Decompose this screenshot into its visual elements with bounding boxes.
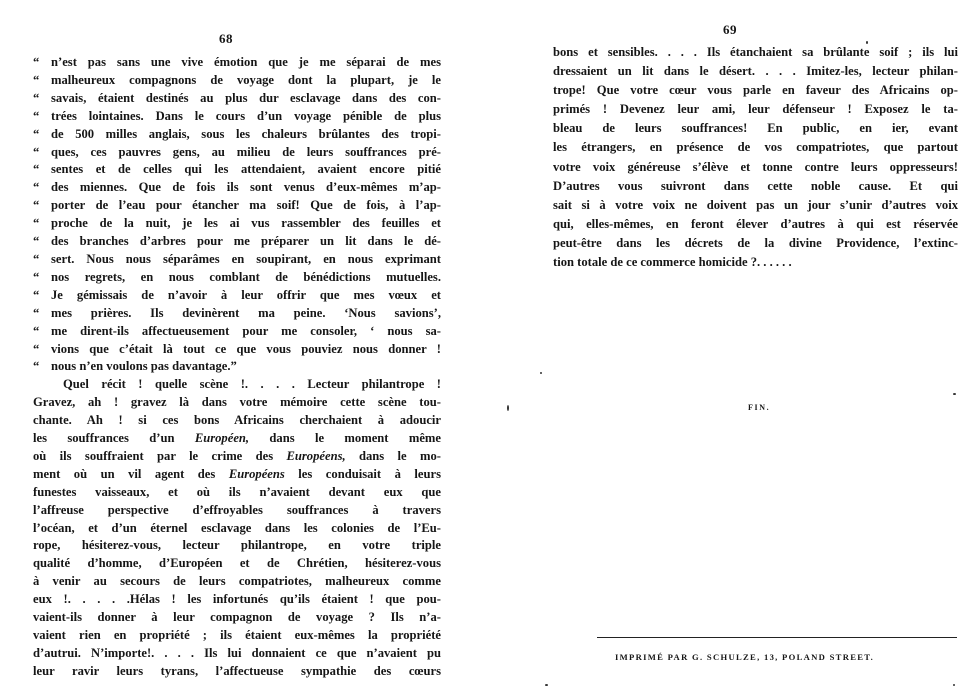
quoted-line [33, 197, 441, 215]
quoted-line [33, 233, 441, 251]
page-number-right: 69 [723, 22, 737, 37]
paragraph-line: chante. Ah ! si ces bons Africains cherchaient à adoucir [33, 413, 441, 428]
quote-mark: “ [33, 234, 40, 249]
scan-speck [507, 405, 509, 411]
quoted-line [33, 215, 441, 233]
paragraph-line: les étrangers, en présence de vos compatriotes, que partout [553, 140, 958, 155]
quote-mark: “ [33, 323, 40, 338]
quoted-line-text: malheureux compagnons de voyage dont la plupart, je le [51, 72, 441, 87]
quoted-line-text: n’est pas sans une vive émotion que je me séparai de mes [51, 55, 441, 69]
paragraph-line: d’autrui. N’importe!. . . . Ils lui donnaient ce que n’avaient pu [33, 645, 441, 660]
quoted-line-text: vions que c’était là tout ce que vous pouviez nous donner ! [51, 341, 441, 356]
quoted-line-text: nous n’en voulons pas davantage.” [51, 359, 237, 374]
paragraph-line: primés ! Devenez leur ami, leur défenseur ! Exposez le ta- [553, 102, 958, 117]
quoted-line-text: porter de l’eau pour étancher ma soif! Que de fois, à l’ap- [51, 198, 441, 213]
quoted-line-text: de 500 milles anglais, sous les chaleurs brûlantes des tropi- [51, 126, 441, 141]
paragraph-line: funestes vaisseaux, et où ils n’avaient devant eux que [33, 484, 441, 499]
paragraph-line: qui, elles-mêmes, en feront élever d’autres à qui est réservée [553, 216, 958, 231]
paragraph-line: eux !. . . . .Hélas ! les infortunés qu’ils étaient ! que pou- [33, 592, 441, 607]
paragraph-line: rope, hésiterez-vous, lecteur philantrope, en votre triple [33, 538, 441, 553]
quoted-line [33, 161, 441, 179]
commentary-paragraph [33, 376, 441, 680]
quote-mark: “ [33, 180, 40, 195]
printer-imprint: IMPRIMÉ PAR G. SCHULZE, 13, POLAND STREET. [615, 652, 875, 662]
paragraph-line: D’autres vous suivront dans cette noble cause. Et qui [553, 178, 958, 193]
scan-speck [866, 41, 868, 44]
paragraph-line: vaient rien en propriété ; ils étaient eux-mêmes la propriété [33, 628, 441, 642]
quoted-line-text: des miennes. Que de fois ils sont venus d’eux-mêmes m’ap- [51, 180, 441, 195]
scan-speck [545, 684, 548, 686]
quoted-line-text: des branches d’arbres pour me préparer un lit dans le dé- [51, 234, 441, 249]
scan-speck [953, 684, 955, 686]
fin-label: FIN. [748, 403, 771, 412]
quote-mark: “ [33, 162, 40, 177]
quoted-line-text: Je gémissais de n’avoir à leur offrir que mes vœux et [51, 287, 441, 302]
paragraph-line: les souffrances d’un Européen, dans le moment même [33, 431, 441, 446]
quote-mark: “ [33, 144, 40, 159]
quote-mark: “ [33, 269, 40, 284]
quote-mark: “ [33, 341, 40, 356]
paragraph-line: votre voix généreuse s’élève et tonne contre leurs oppresseurs! [553, 159, 958, 174]
quoted-line [33, 54, 441, 72]
quoted-line-text: ques, ces pauvres gens, au milieu de leurs souffrances pré- [51, 144, 441, 159]
quoted-line-text: me dirent-ils affectueusement pour me consoler, ‘ nous sa- [51, 323, 441, 338]
paragraph-line: tion totale de ce commerce homicide ?. . . . . . [553, 255, 792, 270]
quoted-passage [33, 54, 441, 376]
quoted-line-text: nos regrets, en nous comblant de bénédictions mutuelles. [51, 269, 441, 284]
paragraph-line: où ils souffraient par le crime des Européens, dans le mo- [33, 448, 441, 463]
quoted-line-text: trées lointaines. Dans le cours d’un voyage pénible de plus [51, 108, 441, 123]
quote-mark: “ [33, 90, 40, 105]
quote-mark: “ [33, 198, 40, 213]
quoted-line-text: sert. Nous nous séparâmes en soupirant, en nous exprimant [51, 251, 441, 266]
paragraph-line: dressaient un lit dans le désert. . . . Imitez-les, lecteur philan- [553, 64, 958, 79]
paragraph-line: Quel récit ! quelle scène !. . . . Lecteur philantrope ! [63, 377, 441, 392]
quote-mark: “ [33, 55, 40, 69]
scan-speck [953, 393, 956, 395]
right-page-text [553, 43, 958, 272]
quote-mark: “ [33, 126, 40, 141]
quoted-line [33, 287, 441, 305]
page-number-left: 68 [219, 31, 233, 46]
paragraph-line: ment où un vil agent des Européens les conduisait à leurs [33, 466, 441, 481]
quoted-line [33, 179, 441, 197]
quoted-line [33, 305, 441, 323]
left-page-text [33, 54, 441, 681]
paragraph-line: bons et sensibles. . . . Ils étanchaient sa brûlante soif ; ils lui [553, 45, 958, 59]
paragraph-line: leur ravir leurs tyrans, l’affectueuse sympathie des cœurs [33, 663, 441, 678]
quoted-line [33, 323, 441, 341]
quoted-line-text: sentes et de celles qui les attendaient, avaient encore pitié [51, 162, 441, 177]
paragraph-line: qualité d’homme, d’Européen et de Chrétien, hésiterez-vous [33, 556, 441, 571]
right-page [490, 0, 980, 695]
paragraph-line: peut-être dans les décrets de la divine Providence, l’extinc- [553, 235, 958, 250]
quote-mark: “ [33, 305, 40, 320]
paragraph-line: l’océan, et d’un éternel esclavage dans les colonies de l’Eu- [33, 520, 441, 535]
quoted-line [33, 251, 441, 269]
quoted-line [33, 341, 441, 359]
quoted-line [33, 90, 441, 108]
quoted-line-text: mes prières. Ils devinèrent ma peine. ‘Nous savions’, [51, 305, 441, 320]
quote-mark: “ [33, 287, 40, 302]
quote-mark: “ [33, 216, 40, 231]
quote-mark: “ [33, 72, 40, 87]
quoted-line-text: savais, étaient destinés au plus dur esclavage dans des con- [51, 90, 441, 105]
quoted-line [33, 126, 441, 144]
scan-speck [540, 372, 542, 374]
quote-mark: “ [33, 251, 40, 266]
paragraph-line: trope! Que votre cœur vous parle en faveur des Africains op- [553, 83, 958, 98]
quoted-line [33, 144, 441, 162]
quoted-line-text: proche de la nuit, je les ai vus rassembler des feuilles et [51, 216, 441, 231]
quote-mark: “ [33, 108, 40, 123]
paragraph-line: vaient-ils donner à leur compagnon de voyage ? Ils n’a- [33, 610, 441, 625]
quoted-line [33, 72, 441, 90]
quoted-line [33, 269, 441, 287]
paragraph-line: sait si à votre voix ne doivent pas un jour s’unir d’autres voix [553, 197, 958, 212]
quoted-line [33, 108, 441, 126]
paragraph-line: bleau de leurs souffrances! En public, en ier, evant [553, 121, 958, 136]
printer-rule [597, 637, 957, 638]
quote-mark: “ [33, 359, 40, 374]
quoted-line [33, 358, 441, 376]
paragraph-line: Gravez, ah ! gravez là dans votre mémoire cette scène tou- [33, 395, 441, 410]
paragraph-line: à venir au secours de leurs compatriotes, malheureux comme [33, 574, 441, 589]
paragraph-line: l’affreuse perspective d’effroyables souffrances à travers [33, 502, 441, 517]
